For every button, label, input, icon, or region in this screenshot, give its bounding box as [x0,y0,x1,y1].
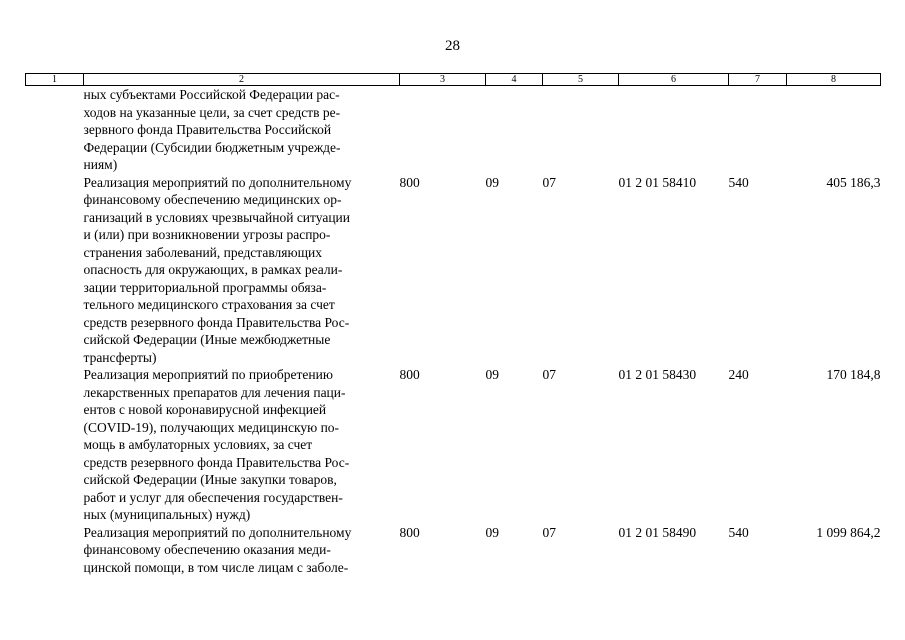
description-line: ных субъектами Российской Федерации рас- [83,87,340,102]
row-code-target-article: 01 2 01 58430 [618,367,697,382]
description-line: Реализация мероприятий по дополнительному [83,524,352,540]
row-code-subsection [543,86,619,174]
page-number: 28 [445,38,460,54]
column-number-8: 8 [787,74,881,86]
row-amount: 405 186,3 [826,174,881,190]
row-code-expense-type: 240 [728,367,749,382]
description-line: зации территориальной программы обяза- [83,279,327,295]
row-code-section: 09 [485,367,499,382]
table-row [26,174,881,367]
description-line: финансовому обеспечению медицинских ор- [83,192,342,207]
column-number-3: 3 [400,74,486,86]
row-description [84,524,400,577]
table-row [26,366,881,524]
description-line: ентов с новой коронавирусной инфекцией [83,402,327,417]
description-line: зервного фонда Правительства Российской [83,122,332,137]
table-row [26,524,881,577]
column-number-header [26,74,881,86]
column-number-7: 7 [729,74,787,86]
row-description [84,174,400,367]
row-code-subsection: 07 [542,524,556,540]
description-line: Реализация мероприятий по дополнительному [83,174,352,190]
description-line: мощь в амбулаторных условиях, за счет [83,437,313,452]
row-cell-col1 [26,366,84,524]
table-body [26,86,881,577]
row-code-ministry: 800 [399,524,420,540]
description-line: странения заболеваний, представляющих [83,244,322,260]
description-line: (COVID-19), получающих медицинскую по- [83,419,340,435]
column-number-2: 2 [84,74,400,86]
row-code-expense-type [729,86,787,174]
description-line: работ и услуг для обеспечения государствен- [83,489,343,505]
column-number-1: 1 [26,74,84,86]
description-line: и (или) при возникновении угрозы распро- [83,227,331,242]
table-row [26,86,881,174]
row-amount [787,86,881,174]
description-line: средств резервного фонда Правительства Рос- [83,314,350,330]
row-cell-col1 [26,174,84,367]
description-line: сийской Федерации (Иные закупки товаров, [83,472,337,487]
row-code-ministry: 800 [399,367,420,382]
row-code-expense-type: 540 [728,174,749,190]
row-code-expense-type: 540 [728,524,749,540]
row-code-ministry [400,86,486,174]
description-line: лекарственных препаратов для лечения паци- [83,384,346,400]
description-line: опасность для окружающих, в рамках реали- [83,262,343,277]
row-cell-col1 [26,86,84,174]
description-line: тельного медицинского страхования за счет [83,297,335,312]
description-line: ходов на указанные цели, за счет средств ре- [83,104,341,120]
row-code-target-article: 01 2 01 58490 [618,524,697,540]
row-code-section: 09 [485,174,499,190]
row-code-subsection: 07 [542,367,556,382]
row-code-section: 09 [485,524,499,540]
column-number-4: 4 [486,74,543,86]
row-code-subsection: 07 [542,174,556,190]
description-line: Федерации (Субсидии бюджетным учрежде- [83,139,341,155]
description-line: финансовому обеспечению оказания меди- [83,542,331,557]
budget-table [25,73,881,576]
row-description [84,366,400,524]
description-line: ных (муниципальных) нужд) [83,507,251,522]
description-line: средств резервного фонда Правительства Рос- [83,454,350,470]
description-line: цинской помощи, в том числе лицам с заболе- [83,559,349,575]
column-number-6: 6 [619,74,729,86]
row-cell-col1 [26,524,84,577]
row-amount: 1 099 864,2 [816,524,881,540]
row-code-section [486,86,543,174]
row-code-target-article [619,86,729,174]
row-amount: 170 184,8 [826,367,881,382]
row-code-ministry: 800 [399,174,420,190]
description-line: Реализация мероприятий по приобретению [83,367,333,382]
description-line: ганизаций в условиях чрезвычайной ситуации [83,209,350,225]
description-line: ниям) [83,157,118,172]
row-description [84,86,400,174]
column-number-5: 5 [543,74,619,86]
row-code-target-article: 01 2 01 58410 [618,174,697,190]
description-line: сийской Федерации (Иные межбюджетные [83,332,331,347]
description-line: трансферты) [83,349,157,365]
